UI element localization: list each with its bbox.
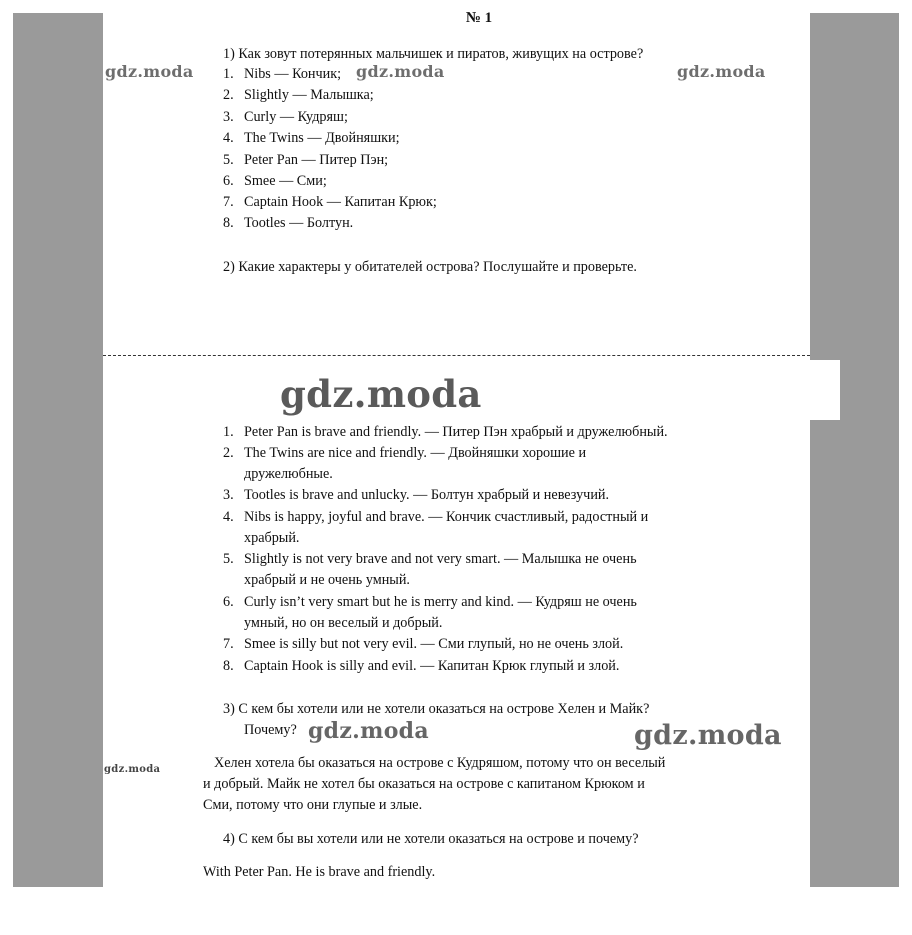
question-2: 2) Какие характеры у обитателей острова? Послушайте и проверьте. — [223, 259, 637, 275]
list-item: 3. Curly — Кудряш; — [223, 109, 348, 125]
list-item: 8. Tootles — Болтун. — [223, 215, 354, 231]
watermark: gdz.moda — [104, 764, 161, 775]
watermark: gdz.moda — [677, 62, 766, 81]
watermark: gdz.moda — [280, 372, 482, 416]
answer-3-line: Сми, потому что они глупые и злые. — [203, 797, 423, 813]
list-item: 2. Slightly — Малышка; — [223, 87, 374, 103]
list-item-continuation: дружелюбные. — [244, 466, 333, 482]
question-3-continuation: Почему? — [244, 722, 297, 738]
watermark: gdz.moda — [308, 718, 429, 744]
page-number: № 1 — [465, 10, 493, 26]
list-item: 4. Nibs is happy, joyful and brave. — Кончик счастливый, радостный и — [223, 509, 649, 525]
list-item: 1. Nibs — Кончик; — [223, 66, 342, 82]
question-3: 3) С кем бы хотели или не хотели оказаться на острове Хелен и Майк? — [223, 701, 650, 717]
list-item: 7. Smee is silly but not very evil. — Сми глупый, но не очень злой. — [223, 636, 624, 652]
list-item: 7. Captain Hook — Капитан Крюк; — [223, 194, 437, 210]
watermark: gdz.moda — [105, 62, 194, 81]
list-item: 2. The Twins are nice and friendly. — Двойняшки хорошие и — [223, 445, 587, 461]
list-item: 5. Slightly is not very brave and not very smart. — Малышка не очень — [223, 551, 637, 567]
margin-notch — [810, 360, 840, 420]
right-gray-margin — [810, 13, 899, 887]
list-item: 5. Peter Pan — Питер Пэн; — [223, 152, 389, 168]
question-4: 4) С кем бы вы хотели или не хотели оказаться на острове и почему? — [223, 831, 639, 847]
list-item-continuation: храбрый. — [244, 530, 300, 546]
list-item: 8. Captain Hook is silly and evil. — Капитан Крюк глупый и злой. — [223, 658, 620, 674]
list-item-continuation: умный, но он веселый и добрый. — [244, 615, 443, 631]
list-item: 4. The Twins — Двойняшки; — [223, 130, 400, 146]
answer-3-line: Хелен хотела бы оказаться на острове с Кудряшом, потому что он веселый — [214, 755, 666, 771]
question-1: 1) Как зовут потерянных мальчишек и пиратов, живущих на острове? — [223, 46, 644, 62]
answer-4: With Peter Pan. He is brave and friendly. — [203, 864, 436, 880]
watermark: gdz.moda — [356, 62, 445, 81]
watermark: gdz.moda — [634, 720, 782, 751]
page-break-divider — [103, 355, 810, 356]
list-item: 6. Smee — Сми; — [223, 173, 327, 189]
list-item: 6. Curly isn’t very smart but he is merry and kind. — Кудряш не очень — [223, 594, 637, 610]
left-gray-margin — [13, 13, 103, 887]
answer-3-line: и добрый. Майк не хотел бы оказаться на острове с капитаном Крюком и — [203, 776, 645, 792]
list-item: 1. Peter Pan is brave and friendly. — Питер Пэн храбрый и дружелюбный. — [223, 424, 668, 440]
list-item: 3. Tootles is brave and unlucky. — Болтун храбрый и невезучий. — [223, 487, 610, 503]
list-item-continuation: храбрый и не очень умный. — [244, 572, 410, 588]
